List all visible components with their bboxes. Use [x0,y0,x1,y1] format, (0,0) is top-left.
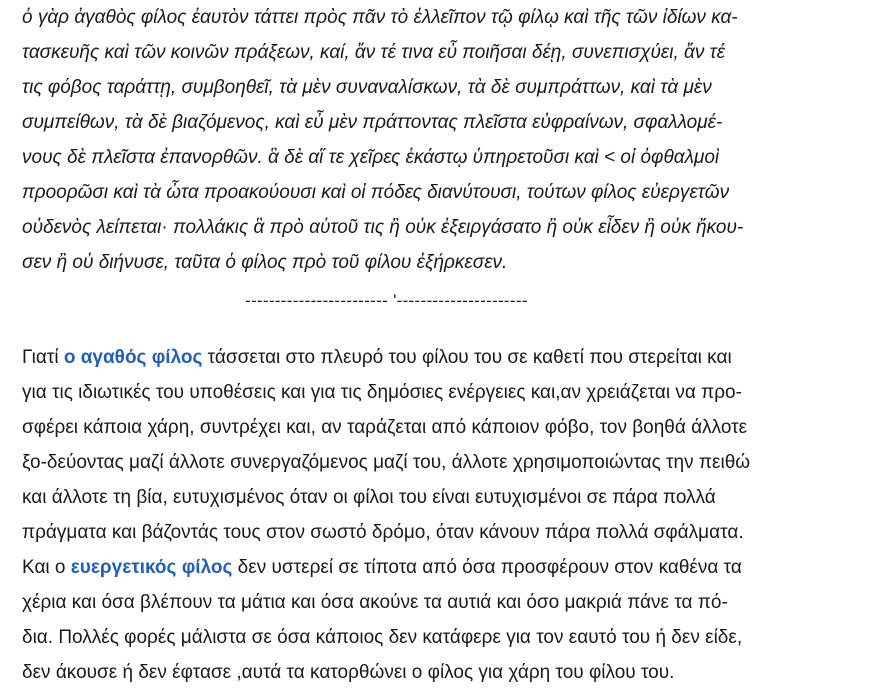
ancient-line: τις φόβος ταράττῃ, συμβοηθεῖ, τὰ μὲν συναναλίσκων, τὰ δὲ συμπράττων, καὶ τὰ μὲν [22,77,712,98]
translation-line: ξο-δεύοντας μαζί άλλοτε συνεργαζόμενος μαζί του, άλλοτε χρησιμοποιώντας την πειθώ [22,452,751,473]
translation-line: σφέρει κάποια χάρη, συντρέχει και, αν ταράζεται από κάποιον φόβο, τον βοηθά άλλοτε [22,417,748,438]
term-good-friend: ο αγαθός φίλος [63,347,203,368]
translation-line: δια. Πολλές φορές μάλιστα σε όσα κάποιος δεν κατάφερε για τον εαυτό του ή δεν είδε, [22,627,743,648]
text-segment: τάσσεται στο πλευρό του φίλου του σε καθετί που στερείται και [202,347,732,368]
text-segment: Γιατί [22,347,64,368]
text-segment: Και ο [22,557,71,578]
translation-line: πράγματα και βάζοντάς τους στον σωστό δρόμο, όταν κάνουν πάρα πολλά σφάλματα. [22,522,744,543]
section-separator: ------------------------ '---------------------- [245,291,528,310]
ancient-line: προορῶσι καὶ τὰ ὦτα προακούουσι καὶ οἱ πόδες διανύτουσι, τούτων φίλος εὐεργετῶν [22,182,730,203]
translation-line: για τις ιδιωτικές του υποθέσεις και για τις δημόσιες ενέργειες και,αν χρειάζεται να προ- [22,382,742,403]
ancient-line: ὁ γὰρ ἀγαθὸς φίλος ἑαυτὸν τάττει πρὸς πᾶν τὸ ἐλλεῖπον τῷ φίλῳ καὶ τῆς τῶν ἰδίων κα- [22,7,738,28]
translation-line: χέρια και όσα βλέπουν τα μάτια και όσα ακούνε τα αυτιά και όσο μακριά πάνε τα πό- [22,592,728,613]
translation-line [22,550,884,585]
text-segment: δεν υστερεί σε τίποτα από όσα προσφέρουν στον καθένα τα [232,557,742,578]
ancient-line: τασκευῆς καὶ τῶν κοινῶν πράξεων, καί, ἄν τέ τινα εὖ ποιῆσαι δέῃ, συνεπισχύει, ἄν τέ [22,42,726,63]
translation-line: και άλλοτε τη βία, ευτυχισμένος όταν οι φίλοι του είναι ευτυχισμένοι σε πάρα πολλά [22,487,716,508]
modern-greek-translation [22,340,884,690]
ancient-greek-passage [22,0,884,280]
ancient-line: συμπείθων, τὰ δὲ βιαζόμενος, καὶ εὖ μὲν πράττοντας πλεῖστα εὐφραίνων, σφαλλομέ- [22,112,723,133]
ancient-line: σεν ἢ οὐ διήνυσε, ταῦτα ὁ φίλος πρὸ τοῦ φίλου ἐξήρκεσεν. [22,252,508,273]
ancient-line: οὐδενὸς λείπεται· πολλάκις ἃ πρὸ αὑτοῦ τις ἢ οὐκ ἐξειργάσατο ἢ οὐκ εἶδεν ἢ οὐκ ἤκου- [22,217,744,238]
translation-line: δεν άκουσε ή δεν έφτασε ,αυτά τα κατορθώνει ο φίλος για χάρη του φίλου του. [22,662,675,683]
translation-line [22,340,884,375]
ancient-line: νους δὲ πλεῖστα ἐπανορθῶν. ἃ δὲ αἵ τε χεῖρες ἑκάστῳ ὑπηρετοῦσι καὶ < οἱ ὀφθαλμοὶ [22,147,720,168]
term-beneficent-friend: ευεργετικός φίλος [70,557,233,578]
